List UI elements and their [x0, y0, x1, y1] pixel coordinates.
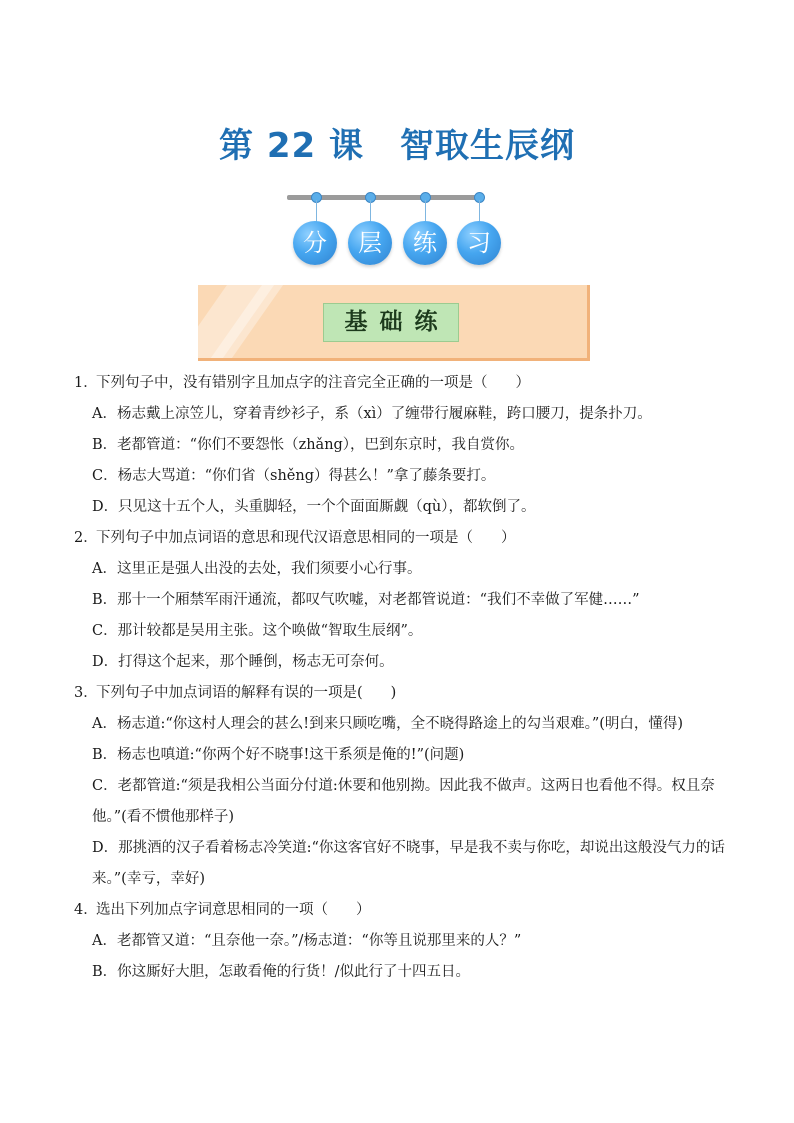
option-c: C．杨志大骂道：“你们省（shěng）得甚么！”拿了藤条要打。 — [92, 468, 496, 484]
question-stem: 4．选出下列加点字词意思相同的一项（ ） — [74, 902, 371, 918]
layered-practice-banner — [285, 190, 515, 270]
question-stem: 2．下列句子中加点词语的意思和现代汉语意思相同的一项是（ ） — [74, 530, 516, 546]
banner-ball-2: 层 — [348, 221, 392, 265]
option-d: D．那挑酒的汉子看着杨志冷笑道:“你这客官好不晓事，早是我不卖与你吃，却说出这般没气力的话来。”(幸亏，幸好) — [92, 840, 725, 887]
option-b: B．那十一个厢禁军雨汗通流，都叹气吹嘘，对老都管说道：“我们不幸做了军健……” — [92, 592, 640, 608]
banner-string — [316, 200, 317, 222]
question-1 — [74, 368, 734, 523]
banner-ball-1: 分 — [293, 221, 337, 265]
option-b: B．你这厮好大胆，怎敢看俺的行货！/似此行了十四五日。 — [92, 964, 471, 980]
option-c: C．那计较都是吴用主张。这个唤做“智取生辰纲”。 — [92, 623, 423, 639]
question-list — [74, 368, 734, 988]
banner-string — [370, 200, 371, 222]
option-a: A．杨志道:“你这村人理会的甚么!到来只顾吃嘴，全不晓得路途上的勾当艰难。”(明白，懂得) — [92, 716, 684, 732]
question-4 — [74, 895, 734, 988]
section-panel — [198, 285, 590, 361]
banner-ball-4: 习 — [457, 221, 501, 265]
section-label: 基础练 — [323, 303, 459, 342]
question-2 — [74, 523, 734, 678]
option-b: B．老都管道：“你们不要怨怅（zhǎng），巴到东京时，我自赏你。 — [92, 437, 525, 453]
banner-string — [479, 200, 480, 222]
option-a: A．这里正是强人出没的去处，我们须要小心行事。 — [92, 561, 422, 577]
option-c: C．老都管道:“须是我相公当面分付道:休要和他别拗。因此我不做声。这两日也看他不得。权且奈他。”(看不惯他那样子) — [92, 778, 715, 825]
option-a: A．老都管又道：“且奈他一奈。”/杨志道：“你等且说那里来的人？” — [92, 933, 522, 949]
lesson-number: 第 22 课 — [219, 126, 364, 166]
option-d: D．只见这十五个人，头重脚轻，一个个面面厮觑（qù），都软倒了。 — [92, 499, 536, 515]
question-stem: 3．下列句子中加点词语的解释有误的一项是( ) — [74, 685, 397, 701]
banner-string — [425, 200, 426, 222]
option-a: A．杨志戴上凉笠儿，穿着青纱衫子，系（xì）了缠带行履麻鞋，跨口腰刀，提条扑刀。 — [92, 406, 652, 422]
page-title — [0, 118, 794, 167]
banner-ball-3: 练 — [403, 221, 447, 265]
question-stem: 1．下列句子中，没有错别字且加点字的注音完全正确的一项是（ ） — [74, 375, 530, 391]
option-d: D．打得这个起来，那个睡倒，杨志无可奈何。 — [92, 654, 394, 670]
option-b: B．杨志也嗔道:“你两个好不晓事!这干系须是俺的!”(问题) — [92, 747, 465, 763]
lesson-name: 智取生辰纲 — [400, 126, 575, 166]
question-3 — [74, 678, 734, 895]
